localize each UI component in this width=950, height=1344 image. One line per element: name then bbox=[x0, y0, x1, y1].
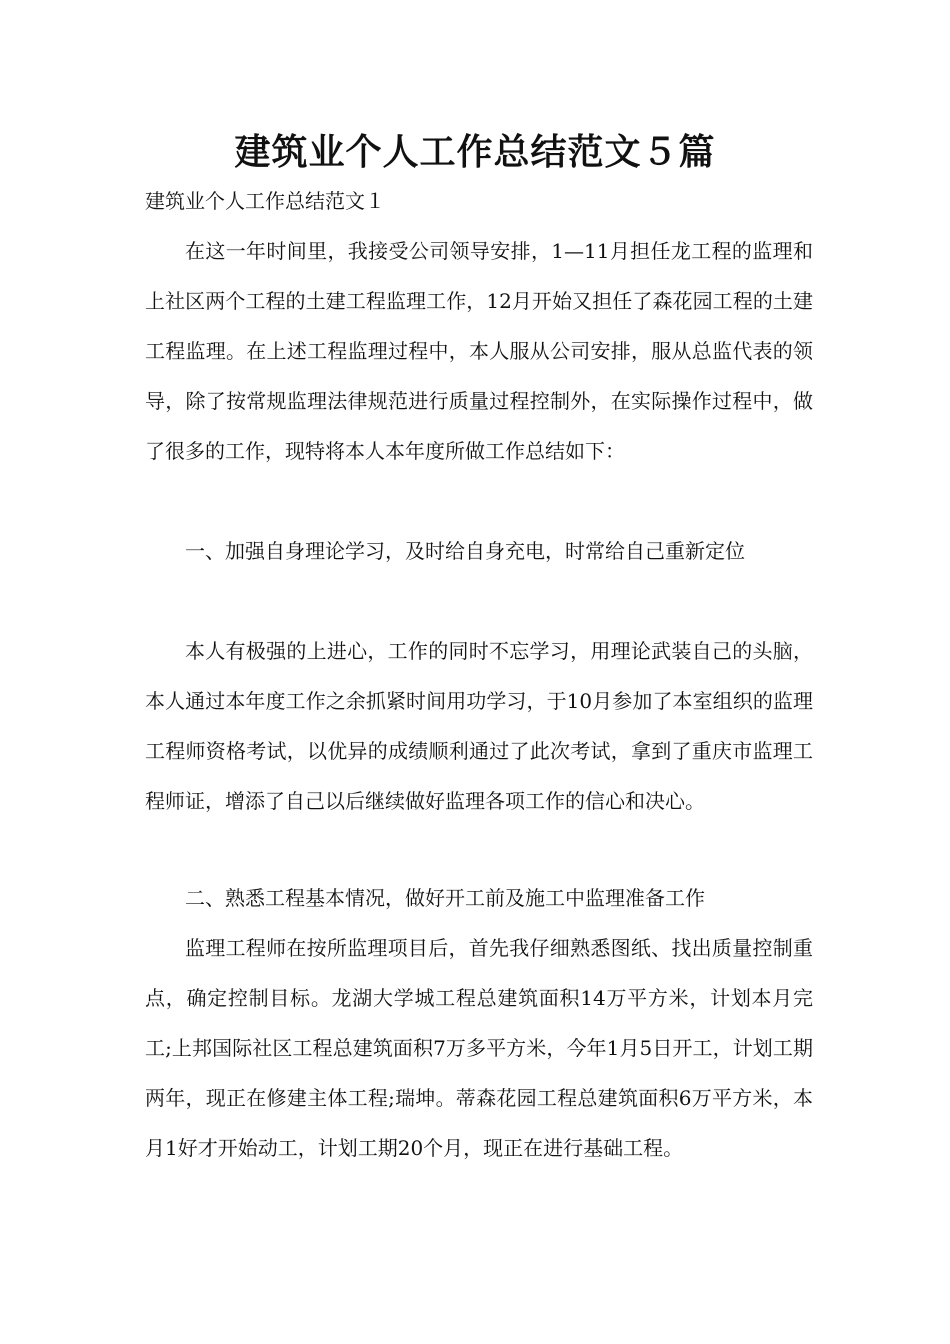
paragraph-study: 本人有极强的上进心，工作的同时不忘学习，用理论武装自己的头脑，本人通过本年度工作之余抓紧时间用功学习，于10月参加了本室组织的监理工程师资格考试，以优异的成绩顺利通过了此次考试，拿到了重庆市监理工程师证，增添了自己以后继续做好监理各项工作的信心和决心。 bbox=[145, 639, 813, 813]
paragraph-intro: 在这一年时间里，我接受公司领导安排，1—11月担任龙工程的监理和上社区两个工程的土建工程监理工作，12月开始又担任了森花园工程的土建工程监理。在上述工程监理过程中，本人服从公司安排，服从总监代表的领导，除了按常规监理法律规范进行质量过程控制外，在实际操作过程中，做了很多的工作，现特将本人本年度所做工作总结如下： bbox=[145, 239, 813, 463]
document-subtitle: 建筑业个人工作总结范文１ bbox=[145, 189, 385, 213]
section-heading-1: 一、加强自身理论学习，及时给自身充电，时常给自己重新定位 bbox=[185, 539, 745, 563]
paragraph-projects: 监理工程师在按所监理项目后，首先我仔细熟悉图纸、找出质量控制重点，确定控制目标。龙湖大学城工程总建筑面积14万平方米，计划本月完工;上邦国际社区工程总建筑面积7万多平方米，今年1月5日开工，计划工期两年，现正在修建主体工程;瑞坤。蒂森花园工程总建筑面积6万平方米，本月1好才开始动工，计划工期20个月，现正在进行基础工程。 bbox=[145, 936, 813, 1160]
document-title: 建筑业个人工作总结范文５篇 bbox=[234, 132, 716, 173]
section-heading-2: 二、熟悉工程基本情况，做好开工前及施工中监理准备工作 bbox=[185, 886, 705, 910]
